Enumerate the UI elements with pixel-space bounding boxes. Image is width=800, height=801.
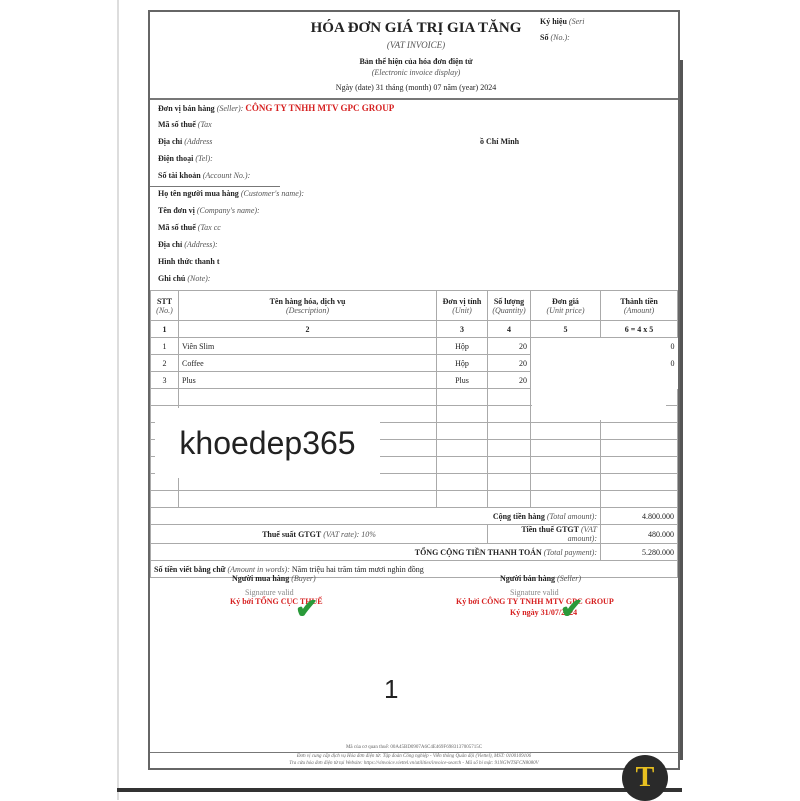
display-label: Bản thể hiện của hóa đơn điện tử	[359, 57, 473, 66]
total-payment-row	[151, 544, 678, 561]
words-label-en: (Amount in words):	[227, 564, 290, 574]
photo-edge	[117, 788, 682, 792]
col-number: 2	[179, 321, 437, 338]
label: Họ tên người mua hàng	[158, 189, 239, 198]
header-label: Thành tiền	[620, 296, 658, 306]
col-number: 4	[488, 321, 531, 338]
checkmark-icon: ✔	[295, 594, 319, 625]
cell: Viên Slim	[179, 338, 437, 355]
payment-method-field: Hình thức thanh t	[158, 257, 220, 266]
display-label-en: (Electronic invoice display)	[371, 68, 461, 77]
label-en: (Account No.):	[202, 171, 251, 180]
vat-amount-label-en: (VAT amount):	[567, 525, 597, 543]
logo-icon: T	[622, 755, 668, 801]
seller-name-field	[158, 103, 394, 113]
seller-address-field	[158, 137, 212, 146]
header-no	[151, 291, 179, 321]
header-amount	[601, 291, 678, 321]
total-label: Cộng tiền hàng	[492, 511, 545, 521]
label: Đơn vị bán hàng	[158, 104, 215, 113]
buyer-tax-field	[158, 223, 221, 232]
vat-row	[151, 525, 678, 544]
seller-sign-date: Ký ngày 31/07/2024	[510, 608, 578, 617]
buyer-signature-valid: Signature valid	[245, 588, 294, 597]
label-en: (Tax	[197, 120, 212, 129]
col-number: 1	[151, 321, 179, 338]
seller-signer: Ký bởi CÔNG TY TNHH MTV GPC GROUP	[456, 597, 614, 606]
header-label: Tên hàng hóa, dịch vụ	[269, 296, 346, 306]
invoice-date: Ngày (date) 31 tháng (month) 07 năm (year) 2024	[335, 83, 497, 92]
amount-in-words: Năm triệu hai trăm tám mươi nghìn đồng	[291, 564, 424, 574]
label: Ghi chú	[158, 274, 186, 283]
cell: Coffee	[179, 355, 437, 372]
label-en: (Seller):	[216, 104, 244, 113]
label: Người mua hàng	[232, 574, 290, 583]
invoice-document	[148, 10, 680, 770]
divider	[150, 98, 678, 100]
payment-label-en: (Total payment):	[543, 547, 597, 557]
cell	[151, 525, 488, 544]
serial-label-en: (Seri	[568, 17, 585, 26]
buyer-company-field	[158, 206, 260, 215]
invoice-subtitle: (VAT INVOICE)	[386, 40, 446, 50]
buyer-signature-label	[232, 574, 316, 583]
cell	[488, 525, 601, 544]
cell: 20	[488, 355, 531, 372]
cell: Hộp	[437, 338, 488, 355]
header-label-en: (Description)	[285, 305, 330, 315]
cell: 3	[151, 372, 179, 389]
header-label: Đơn giá	[552, 296, 579, 306]
label: Mã số thuế	[158, 223, 196, 232]
table-header-row	[151, 291, 678, 321]
col-number: 3	[437, 321, 488, 338]
label-en: (Address	[184, 137, 213, 146]
serial-label: Ký hiệu	[540, 17, 567, 26]
vat-rate-label: Thuế suất GTGT	[262, 529, 322, 539]
cell: Hộp	[437, 355, 488, 372]
footer-tax-code: Mã của cơ quan thuế: 00A45BD0907A6C4E469F6983137005715C	[345, 745, 483, 750]
cell	[151, 508, 601, 525]
col-number: 5	[531, 321, 601, 338]
seller-phone-field	[158, 154, 213, 163]
seller-signature-label	[500, 574, 581, 583]
label-en: (Tax cc	[197, 223, 221, 232]
cell: 0	[670, 358, 675, 368]
label-en: (Buyer)	[291, 574, 316, 583]
label: Mã số thuế	[158, 120, 196, 129]
cell: 0	[670, 341, 675, 351]
amount-in-words-row	[151, 561, 678, 578]
serial-field	[540, 17, 584, 26]
label-en: (Customer's name):	[240, 189, 305, 198]
header-unit	[437, 291, 488, 321]
buyer-signer: Ký bởi TỔNG CỤC THUẾ	[230, 597, 323, 606]
cell: 20	[488, 338, 531, 355]
payment-label: TỔNG CỘNG TIỀN THANH TOÁN	[414, 547, 542, 557]
checkmark-icon: ✔	[560, 594, 584, 625]
label: Số tài khoản	[158, 171, 201, 180]
cell: Plus	[179, 372, 437, 389]
seller-name: CÔNG TY TNHH MTV GPC GROUP	[245, 103, 395, 113]
header-label: STT	[156, 296, 173, 306]
total-payment: 5.280.000	[601, 544, 678, 561]
seller-address-partial: ồ Chí Minh	[480, 137, 520, 146]
buyer-name-field	[158, 189, 304, 198]
label: Địa chỉ	[158, 240, 183, 249]
footer-lookup: Tra cứu hóa đơn điện tử tại Website: https://vinvoice.viettel.vn/utilities/invoice-search - Mã số bí mật: 91NGWTSFCN8080V	[289, 761, 539, 766]
number-label: Số	[540, 33, 549, 42]
label: Người bán hàng	[500, 574, 556, 583]
buyer-address-field	[158, 240, 218, 249]
label: Địa chỉ	[158, 137, 183, 146]
column-number-row	[151, 321, 678, 338]
label-en: (Address):	[184, 240, 218, 249]
header-label: Số lượng	[493, 296, 525, 306]
seller-account-field	[158, 171, 250, 180]
note-field	[158, 274, 210, 283]
seller-signature-valid: Signature valid	[510, 588, 559, 597]
photo-edge	[117, 0, 119, 800]
header-unit-price	[531, 291, 601, 321]
cell: 20	[488, 372, 531, 389]
number-field	[540, 33, 570, 42]
header-description	[179, 291, 437, 321]
cell	[151, 544, 601, 561]
cell: 1	[151, 338, 179, 355]
vat-amount: 480.000	[601, 525, 678, 544]
label-en: (Note):	[187, 274, 211, 283]
header-label: Đơn vị tính	[442, 296, 482, 306]
label-en: (Seller)	[557, 574, 582, 583]
page-number: 1	[384, 674, 399, 704]
header-label-en: (Quantity)	[492, 305, 526, 315]
total-row	[151, 508, 678, 525]
total-label-en: (Total amount):	[546, 511, 597, 521]
footer-provider: Đơn vị cung cấp dịch vụ Hóa đơn điện tử: Tập đoàn Công nghiệp - Viễn thông Quân đội (Viettel), MST: 0100109106	[296, 754, 532, 759]
label: Điện thoại	[158, 154, 194, 163]
label: Tên đơn vị	[158, 206, 195, 215]
cell: 2	[151, 355, 179, 372]
label-en: (Tel):	[195, 154, 213, 163]
label-en: (Company's name):	[196, 206, 260, 215]
vat-amount-label: Tiền thuế GTGT	[521, 525, 579, 534]
cell: Plus	[437, 372, 488, 389]
header-label-en: (Unit price)	[546, 305, 585, 315]
watermark-text: khoedep365	[155, 408, 380, 478]
vat-rate: (VAT rate): 10%	[323, 529, 376, 539]
header-label-en: (Unit)	[452, 305, 472, 315]
header-label-en: (No.)	[156, 305, 173, 315]
redacted-area	[532, 338, 666, 420]
total-amount: 4.800.000	[601, 508, 678, 525]
header-label-en: (Amount)	[623, 305, 655, 315]
header-quantity	[488, 291, 531, 321]
number-label-en: (No.):	[550, 33, 570, 42]
words-label: Số tiền viết bằng chữ	[154, 564, 226, 574]
invoice-title: HÓA ĐƠN GIÁ TRỊ GIA TĂNG	[310, 20, 522, 36]
empty-row	[151, 491, 678, 508]
col-number: 6 = 4 x 5	[601, 321, 678, 338]
divider	[150, 752, 678, 753]
seller-tax-field	[158, 120, 212, 129]
cell	[151, 561, 678, 578]
divider	[150, 186, 280, 187]
